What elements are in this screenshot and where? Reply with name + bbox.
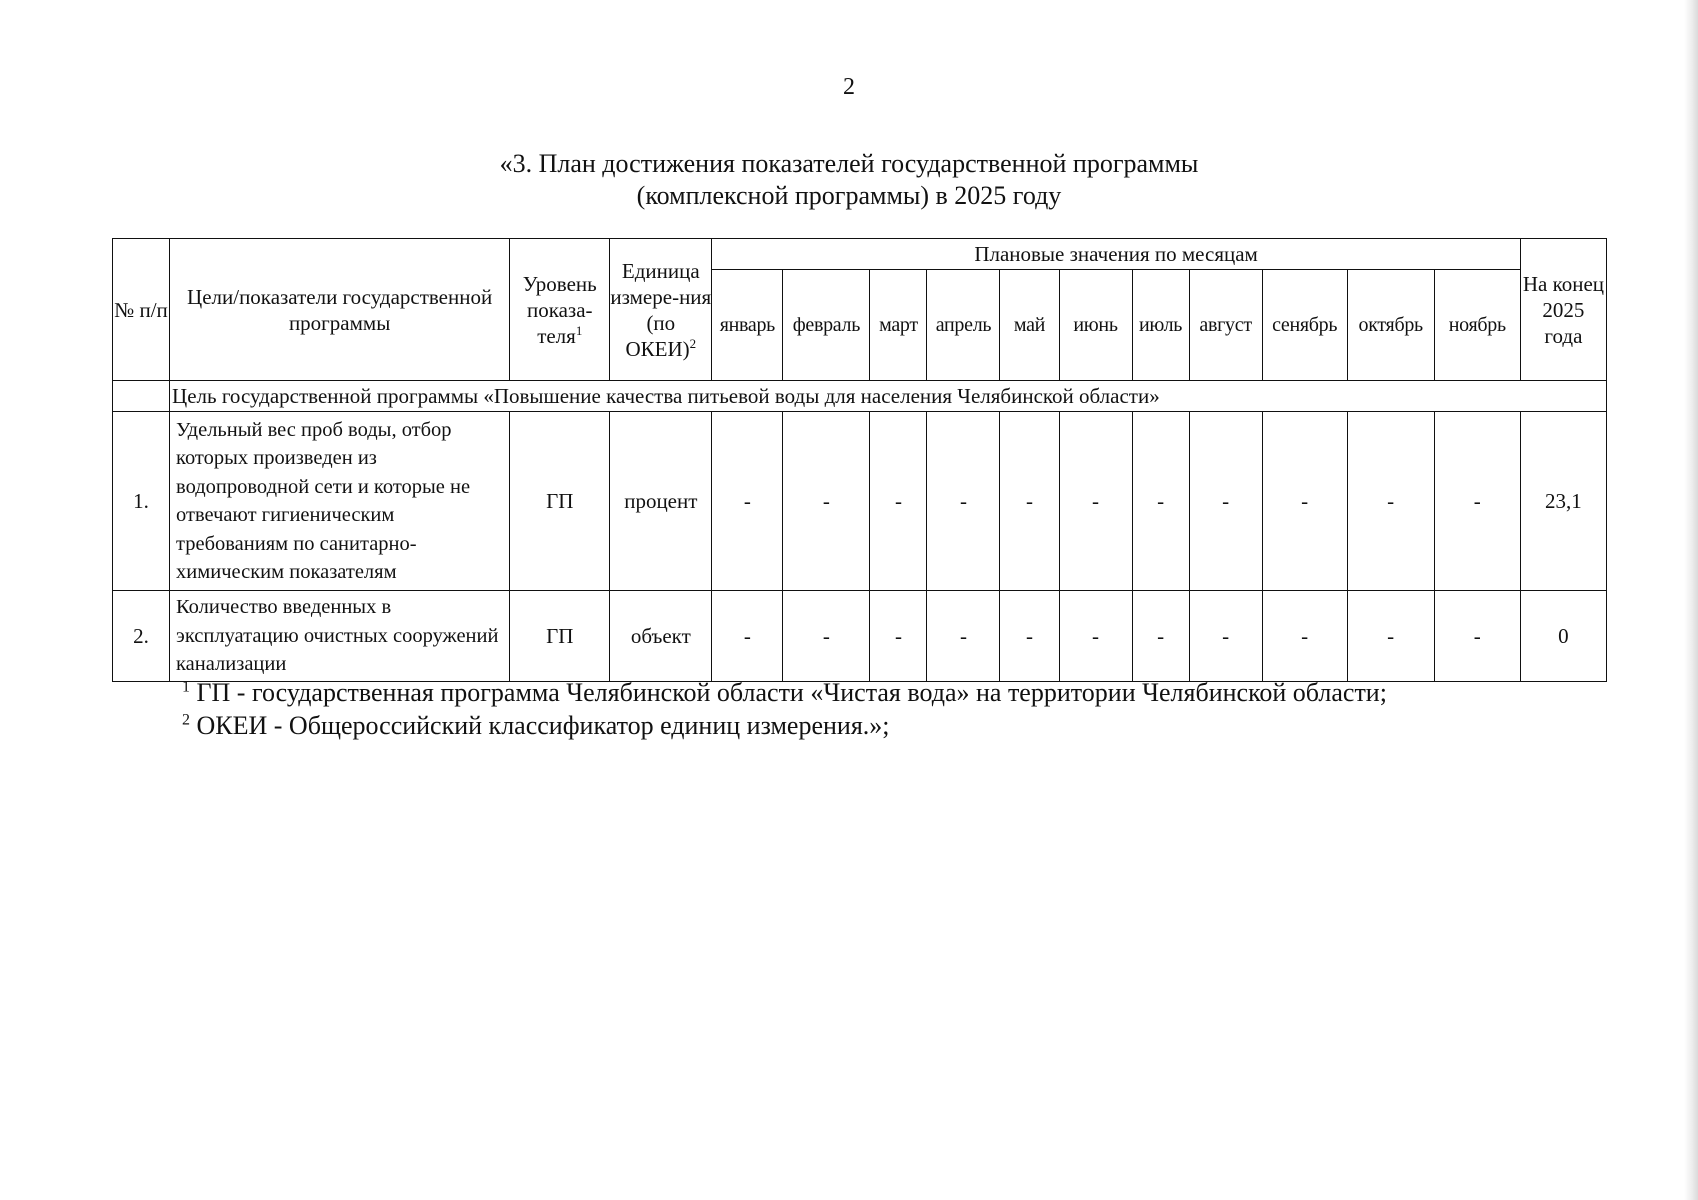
goal-row-text: Цель государственной программы «Повышение качества питьевой воды для населения Челябинской области» bbox=[170, 381, 1607, 412]
header-unit-text: Единица измере-ния (по ОКЕИ) bbox=[610, 258, 712, 361]
header-month-10: октябрь bbox=[1347, 270, 1434, 381]
footnote-mark: 2 bbox=[182, 711, 190, 729]
header-month-8: август bbox=[1189, 270, 1262, 381]
header-month-7: июль bbox=[1132, 270, 1189, 381]
row-month-value: - bbox=[712, 591, 783, 682]
row-month-value: - bbox=[712, 412, 783, 591]
row-num: 1. bbox=[113, 412, 170, 591]
header-monthly-group: Плановые значения по месяцам bbox=[712, 239, 1520, 270]
row-unit: процент bbox=[610, 412, 712, 591]
row-month-value: - bbox=[1059, 412, 1132, 591]
row-month-value: - bbox=[1434, 591, 1520, 682]
header-month-6: июнь bbox=[1059, 270, 1132, 381]
table-row bbox=[113, 591, 1607, 682]
row-month-value: - bbox=[870, 412, 927, 591]
header-month-5: май bbox=[1000, 270, 1059, 381]
row-month-value: - bbox=[1059, 591, 1132, 682]
footnote-ref-1: 1 bbox=[575, 322, 583, 338]
footnote-text: ГП - государственная программа Челябинской области «Чистая вода» на территории Челябинской области; bbox=[196, 678, 1387, 707]
title-line-1: «3. План достижения показателей государственной программы bbox=[499, 149, 1199, 178]
header-name: Цели/показатели государственной программы bbox=[170, 239, 510, 381]
table-row bbox=[113, 412, 1607, 591]
row-month-value: - bbox=[927, 412, 1000, 591]
row-month-value: - bbox=[1434, 412, 1520, 591]
header-num: № п/п bbox=[113, 239, 170, 381]
footnote-text: ОКЕИ - Общероссийский классификатор единиц измерения.»; bbox=[196, 711, 890, 740]
header-month-9: сенябрь bbox=[1262, 270, 1347, 381]
row-month-value: - bbox=[870, 591, 927, 682]
header-unit bbox=[610, 239, 712, 381]
row-month-value: - bbox=[1189, 591, 1262, 682]
row-year-end-value: 23,1 bbox=[1520, 412, 1606, 591]
row-indicator-name: Удельный вес проб воды, отбор которых произведен из водопроводной сети и которые не отвечают гигиеническим требованиям по санитарно-химическим показателям bbox=[170, 412, 510, 591]
footnotes bbox=[182, 676, 1622, 742]
row-month-value: - bbox=[1000, 591, 1059, 682]
header-month-2: февраль bbox=[783, 270, 870, 381]
row-num: 2. bbox=[113, 591, 170, 682]
row-month-value: - bbox=[783, 591, 870, 682]
page-number: 2 bbox=[843, 74, 855, 100]
indicators-plan-table bbox=[112, 238, 1607, 682]
footnote-mark: 1 bbox=[182, 678, 190, 696]
header-year-end: На конец 2025 года bbox=[1520, 239, 1606, 381]
footnote-ref-2: 2 bbox=[689, 335, 697, 351]
row-level: ГП bbox=[510, 591, 610, 682]
row-month-value: - bbox=[1347, 412, 1434, 591]
header-month-3: март bbox=[870, 270, 927, 381]
row-month-value: - bbox=[1132, 591, 1189, 682]
row-month-value: - bbox=[1189, 412, 1262, 591]
row-month-value: - bbox=[1000, 412, 1059, 591]
row-unit: объект bbox=[610, 591, 712, 682]
row-month-value: - bbox=[1347, 591, 1434, 682]
row-month-value: - bbox=[1262, 591, 1347, 682]
footnote-2 bbox=[182, 709, 1622, 742]
footnote-1 bbox=[182, 676, 1622, 709]
page-title bbox=[0, 148, 1698, 212]
header-month-1: январь bbox=[712, 270, 783, 381]
header-month-11: ноябрь bbox=[1434, 270, 1520, 381]
row-year-end-value: 0 bbox=[1520, 591, 1606, 682]
header-level-text: Уровень показа-теля bbox=[522, 271, 597, 348]
title-line-2: (комплексной программы) в 2025 году bbox=[636, 181, 1062, 210]
header-level bbox=[510, 239, 610, 381]
row-level: ГП bbox=[510, 412, 610, 591]
row-month-value: - bbox=[1262, 412, 1347, 591]
row-month-value: - bbox=[927, 591, 1000, 682]
row-month-value: - bbox=[783, 412, 870, 591]
header-month-4: апрель bbox=[927, 270, 1000, 381]
row-indicator-name: Количество введенных в эксплуатацию очистных сооружений канализации bbox=[170, 591, 510, 682]
goal-row-num bbox=[113, 381, 170, 412]
row-month-value: - bbox=[1132, 412, 1189, 591]
